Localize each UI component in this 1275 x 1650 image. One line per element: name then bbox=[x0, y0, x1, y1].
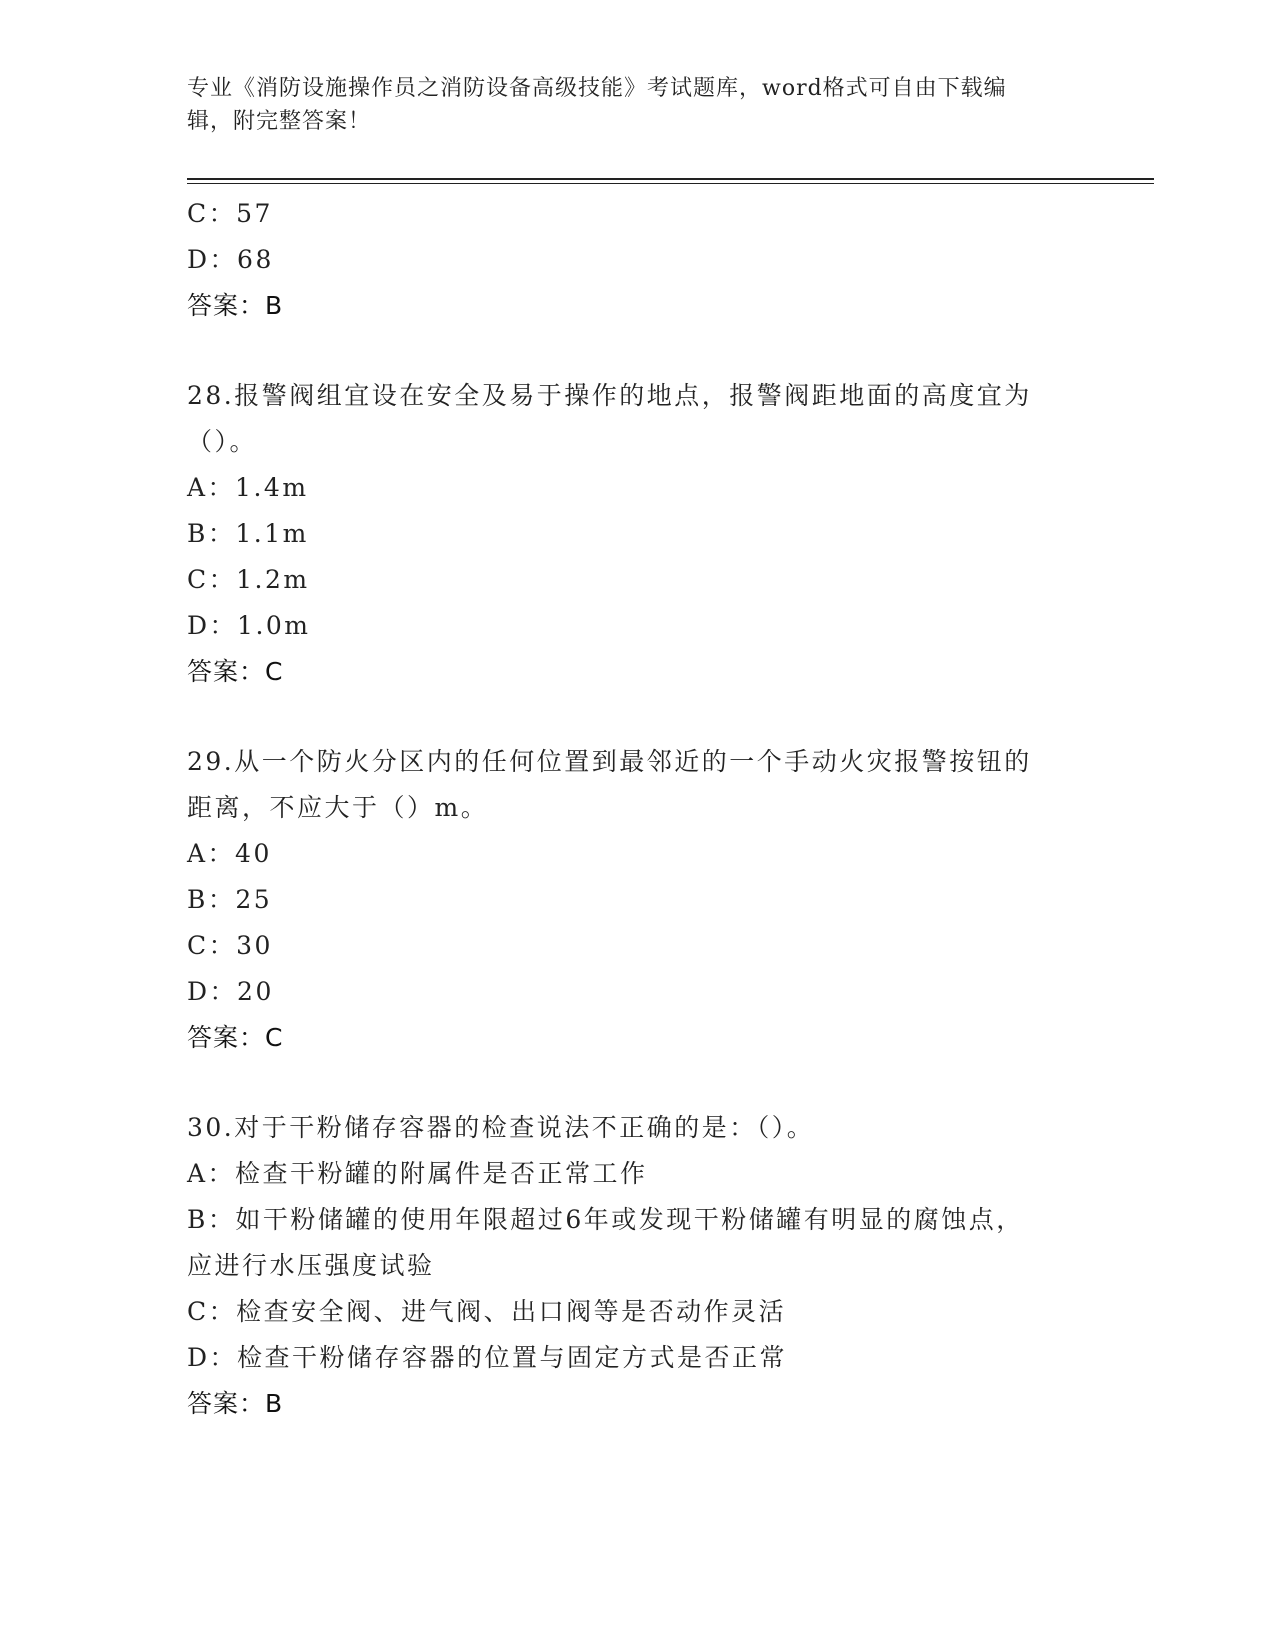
answer-line: 答案：B bbox=[187, 291, 284, 320]
option-a: A：检查干粉罐的附属件是否正常工作 bbox=[187, 1159, 648, 1188]
option-d: D：20 bbox=[187, 977, 274, 1006]
option-d: D：68 bbox=[187, 245, 274, 274]
question-29 bbox=[187, 739, 1087, 1061]
option-a: A：40 bbox=[187, 839, 272, 868]
question-28 bbox=[187, 373, 1087, 695]
option-d: D：检查干粉储存容器的位置与固定方式是否正常 bbox=[187, 1343, 788, 1372]
option-c: C：1.2m bbox=[187, 565, 310, 594]
header-divider-thick bbox=[187, 178, 1154, 180]
option-b: B：1.1m bbox=[187, 519, 309, 548]
option-c: C：检查安全阀、进气阀、出口阀等是否动作灵活 bbox=[187, 1297, 787, 1326]
question-stem: （）。 bbox=[187, 427, 258, 456]
question-stem: 30.对于干粉储存容器的检查说法不正确的是：（）。 bbox=[187, 1113, 815, 1142]
option-b: B：25 bbox=[187, 885, 273, 914]
question-stem: 29.从一个防火分区内的任何位置到最邻近的一个手动火灾报警按钮的 bbox=[187, 747, 1032, 776]
document-header bbox=[187, 72, 1067, 138]
question-27-continued bbox=[187, 191, 1087, 329]
option-b-continued: 应进行水压强度试验 bbox=[187, 1251, 435, 1280]
question-content bbox=[187, 191, 1087, 1427]
option-a: A：1.4m bbox=[187, 473, 309, 502]
answer-line: 答案：B bbox=[187, 1389, 284, 1418]
question-stem: 28.报警阀组宜设在安全及易于操作的地点，报警阀距地面的高度宜为 bbox=[187, 381, 1032, 410]
option-d: D：1.0m bbox=[187, 611, 311, 640]
answer-line: 答案：C bbox=[187, 657, 284, 686]
question-30 bbox=[187, 1105, 1087, 1427]
option-b: B：如干粉储罐的使用年限超过6年或发现干粉储罐有明显的腐蚀点， bbox=[187, 1205, 1024, 1234]
header-line-2: 辑，附完整答案！ bbox=[187, 109, 372, 134]
header-divider-thin bbox=[187, 183, 1154, 184]
question-stem: 距离，不应大于（）m。 bbox=[187, 793, 489, 822]
header-line-1: 专业《消防设施操作员之消防设备高级技能》考试题库，word格式可自由下载编 bbox=[187, 76, 1007, 101]
option-c: C：30 bbox=[187, 931, 273, 960]
option-c: C：57 bbox=[187, 199, 273, 228]
answer-line: 答案：C bbox=[187, 1023, 284, 1052]
